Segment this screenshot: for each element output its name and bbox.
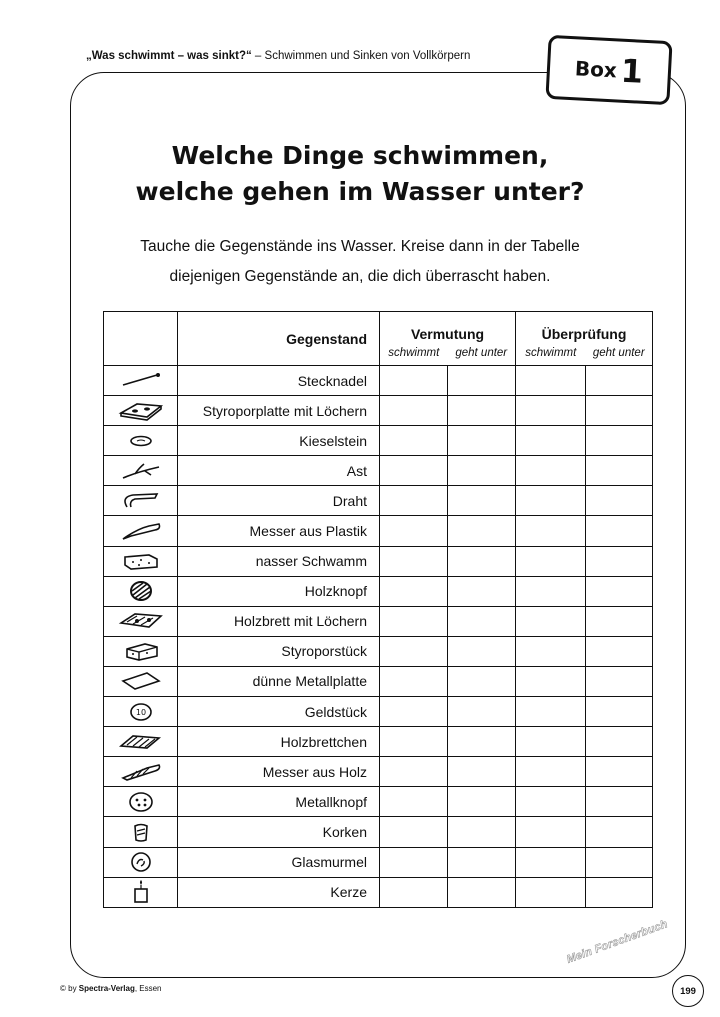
- check-sink-cell[interactable]: [586, 486, 653, 516]
- table-row: [104, 636, 653, 666]
- check-sink-cell[interactable]: [586, 817, 653, 847]
- table-row: [104, 606, 653, 636]
- table-row: [104, 817, 653, 847]
- item-icon-cell: [104, 516, 178, 546]
- check-float-cell[interactable]: [516, 456, 586, 486]
- item-icon-cell: [104, 787, 178, 817]
- item-icon-cell: [104, 486, 178, 516]
- table-row: [104, 426, 653, 456]
- table-row: [104, 727, 653, 757]
- item-label: Geldstück: [178, 697, 380, 727]
- check-column-header: Überprüfung: [516, 312, 653, 342]
- table-row: [104, 456, 653, 486]
- candle-icon: [117, 880, 165, 904]
- check-float-cell[interactable]: [516, 546, 586, 576]
- guess-sink-cell[interactable]: [448, 366, 516, 396]
- item-label: Messer aus Holz: [178, 757, 380, 787]
- item-icon-cell: [104, 426, 178, 456]
- item-icon-cell: [104, 576, 178, 606]
- check-sink-cell[interactable]: [586, 787, 653, 817]
- branch-icon: [117, 459, 165, 483]
- guess-float-cell[interactable]: [380, 697, 448, 727]
- title-line-2: welche gehen im Wasser unter?: [135, 177, 585, 206]
- check-sink-cell[interactable]: [586, 516, 653, 546]
- guess-sink-cell[interactable]: [448, 727, 516, 757]
- guess-sink-cell[interactable]: [448, 877, 516, 907]
- guess-sink-cell[interactable]: [448, 787, 516, 817]
- item-icon-cell: [104, 817, 178, 847]
- wood-board-icon: [117, 609, 165, 633]
- guess-sink-cell[interactable]: [448, 847, 516, 877]
- item-label: Glasmurmel: [178, 847, 380, 877]
- guess-column-header: Vermutung: [380, 312, 516, 342]
- guess-float-cell[interactable]: [380, 727, 448, 757]
- box-label: [545, 35, 672, 105]
- check-sink-header: geht unter: [586, 342, 653, 366]
- check-sink-cell[interactable]: [586, 847, 653, 877]
- check-float-cell[interactable]: [516, 757, 586, 787]
- check-float-cell[interactable]: [516, 606, 586, 636]
- item-icon-cell: [104, 697, 178, 727]
- check-float-cell[interactable]: [516, 697, 586, 727]
- guess-sink-cell[interactable]: [448, 636, 516, 666]
- worksheet-table: [103, 311, 653, 908]
- metal-button-icon: [117, 790, 165, 814]
- check-float-cell[interactable]: [516, 636, 586, 666]
- guess-sink-header: geht unter: [448, 342, 516, 366]
- guess-float-cell[interactable]: [380, 366, 448, 396]
- item-icon-cell: [104, 366, 178, 396]
- check-float-cell[interactable]: [516, 366, 586, 396]
- guess-sink-cell[interactable]: [448, 426, 516, 456]
- instructions: [0, 232, 720, 292]
- item-label: Metallknopf: [178, 787, 380, 817]
- guess-sink-cell[interactable]: [448, 456, 516, 486]
- wood-knife-icon: [117, 760, 165, 784]
- table-row: [104, 877, 653, 907]
- check-float-cell[interactable]: [516, 576, 586, 606]
- item-icon-cell: [104, 757, 178, 787]
- check-float-cell[interactable]: [516, 486, 586, 516]
- check-float-cell[interactable]: [516, 666, 586, 696]
- header-quote: „Was schwimmt – was sinkt?“: [86, 50, 252, 62]
- guess-sink-cell[interactable]: [448, 516, 516, 546]
- check-float-cell[interactable]: [516, 817, 586, 847]
- item-icon-cell: [104, 727, 178, 757]
- guess-sink-cell[interactable]: [448, 666, 516, 696]
- guess-float-header: schwimmt: [380, 342, 448, 366]
- table-row: [104, 396, 653, 426]
- item-label: Draht: [178, 486, 380, 516]
- check-float-cell[interactable]: [516, 727, 586, 757]
- page-number: 199: [672, 975, 704, 1007]
- wood-button-icon: [117, 579, 165, 603]
- item-icon-cell: [104, 666, 178, 696]
- publisher-name: Spectra-Verlag: [78, 984, 135, 993]
- guess-float-cell[interactable]: [380, 606, 448, 636]
- table-row: [104, 546, 653, 576]
- title-line-1: Welche Dinge schwimmen,: [171, 141, 549, 170]
- header-subtitle: – Schwimmen und Sinken von Vollkörpern: [251, 50, 471, 62]
- plastic-knife-icon: [117, 519, 165, 543]
- check-float-cell[interactable]: [516, 847, 586, 877]
- item-label: Stecknadel: [178, 366, 380, 396]
- small-board-icon: [117, 730, 165, 754]
- guess-sink-cell[interactable]: [448, 817, 516, 847]
- check-sink-cell[interactable]: [586, 636, 653, 666]
- table-row: [104, 666, 653, 696]
- check-sink-cell[interactable]: [586, 546, 653, 576]
- metal-plate-icon: [117, 669, 165, 693]
- table-row: [104, 486, 653, 516]
- item-label: Kerze: [178, 877, 380, 907]
- wire-icon: [117, 489, 165, 513]
- table-row: [104, 757, 653, 787]
- foam-piece-icon: [117, 639, 165, 663]
- guess-float-cell[interactable]: [380, 546, 448, 576]
- guess-float-cell[interactable]: [380, 787, 448, 817]
- item-label: Holzbrettchen: [178, 727, 380, 757]
- check-sink-cell[interactable]: [586, 697, 653, 727]
- check-sink-cell[interactable]: [586, 757, 653, 787]
- guess-float-cell[interactable]: [380, 426, 448, 456]
- table-row: [104, 516, 653, 546]
- item-label: Holzknopf: [178, 576, 380, 606]
- cork-icon: [117, 820, 165, 844]
- item-column-header: Gegenstand: [178, 312, 380, 366]
- guess-float-cell[interactable]: [380, 486, 448, 516]
- item-label: nasser Schwamm: [178, 546, 380, 576]
- pin-icon: [117, 369, 165, 393]
- item-label: Ast: [178, 456, 380, 486]
- table-row: [104, 697, 653, 727]
- icon-header-cell: [104, 312, 178, 366]
- box-number: 1: [619, 51, 645, 91]
- table-row: [104, 847, 653, 877]
- pebble-icon: [117, 429, 165, 453]
- table-row: [104, 576, 653, 606]
- item-label: dünne Metallplatte: [178, 666, 380, 696]
- item-icon-cell: [104, 877, 178, 907]
- guess-float-cell[interactable]: [380, 666, 448, 696]
- guess-sink-cell[interactable]: [448, 757, 516, 787]
- instructions-line-1: Tauche die Gegenstände ins Wasser. Kreise dann in der Tabelle: [140, 238, 580, 255]
- item-icon-cell: [104, 456, 178, 486]
- item-label: Holzbrett mit Löchern: [178, 606, 380, 636]
- item-icon-cell: [104, 636, 178, 666]
- footer-copyright: [60, 984, 162, 993]
- coin-icon: [117, 700, 165, 724]
- page-header: [86, 50, 470, 62]
- guess-sink-cell[interactable]: [448, 606, 516, 636]
- guess-sink-cell[interactable]: [448, 546, 516, 576]
- item-icon-cell: [104, 396, 178, 426]
- guess-float-cell[interactable]: [380, 396, 448, 426]
- page-title: [0, 138, 720, 210]
- guess-float-cell[interactable]: [380, 877, 448, 907]
- item-label: Korken: [178, 817, 380, 847]
- guess-sink-cell[interactable]: [448, 396, 516, 426]
- item-label: Kieselstein: [178, 426, 380, 456]
- copyright-prefix: © by: [60, 984, 79, 993]
- check-float-cell[interactable]: [516, 787, 586, 817]
- check-float-header: schwimmt: [516, 342, 586, 366]
- sponge-icon: [117, 549, 165, 573]
- check-float-cell[interactable]: [516, 396, 586, 426]
- item-label: Styroporstück: [178, 636, 380, 666]
- item-label: Styroporplatte mit Löchern: [178, 396, 380, 426]
- check-sink-cell[interactable]: [586, 606, 653, 636]
- guess-float-cell[interactable]: [380, 576, 448, 606]
- item-label: Messer aus Plastik: [178, 516, 380, 546]
- table-row: [104, 787, 653, 817]
- check-float-cell[interactable]: [516, 877, 586, 907]
- table-body: [104, 366, 653, 908]
- publisher-city: , Essen: [134, 984, 162, 993]
- check-sink-cell[interactable]: [586, 576, 653, 606]
- guess-float-cell[interactable]: [380, 847, 448, 877]
- guess-sink-cell[interactable]: [448, 697, 516, 727]
- check-sink-cell[interactable]: [586, 727, 653, 757]
- instructions-line-2: diejenigen Gegenstände an, die dich überrascht haben.: [169, 268, 551, 285]
- guess-float-cell[interactable]: [380, 636, 448, 666]
- stamp-logo: Mein Forscherbuch: [565, 918, 670, 966]
- table-row: [104, 366, 653, 396]
- item-icon-cell: [104, 847, 178, 877]
- check-sink-cell[interactable]: [586, 456, 653, 486]
- guess-float-cell[interactable]: [380, 757, 448, 787]
- guess-sink-cell[interactable]: [448, 486, 516, 516]
- guess-float-cell[interactable]: [380, 817, 448, 847]
- box-word: Box: [574, 56, 618, 83]
- marble-icon: [117, 850, 165, 874]
- check-float-cell[interactable]: [516, 426, 586, 456]
- check-sink-cell[interactable]: [586, 396, 653, 426]
- check-float-cell[interactable]: [516, 516, 586, 546]
- guess-sink-cell[interactable]: [448, 576, 516, 606]
- check-sink-cell[interactable]: [586, 666, 653, 696]
- foam-plate-icon: [117, 399, 165, 423]
- check-sink-cell[interactable]: [586, 877, 653, 907]
- check-sink-cell[interactable]: [586, 426, 653, 456]
- guess-float-cell[interactable]: [380, 456, 448, 486]
- item-icon-cell: [104, 606, 178, 636]
- svg-text:10: 10: [135, 707, 146, 717]
- guess-float-cell[interactable]: [380, 516, 448, 546]
- check-sink-cell[interactable]: [586, 366, 653, 396]
- item-icon-cell: [104, 546, 178, 576]
